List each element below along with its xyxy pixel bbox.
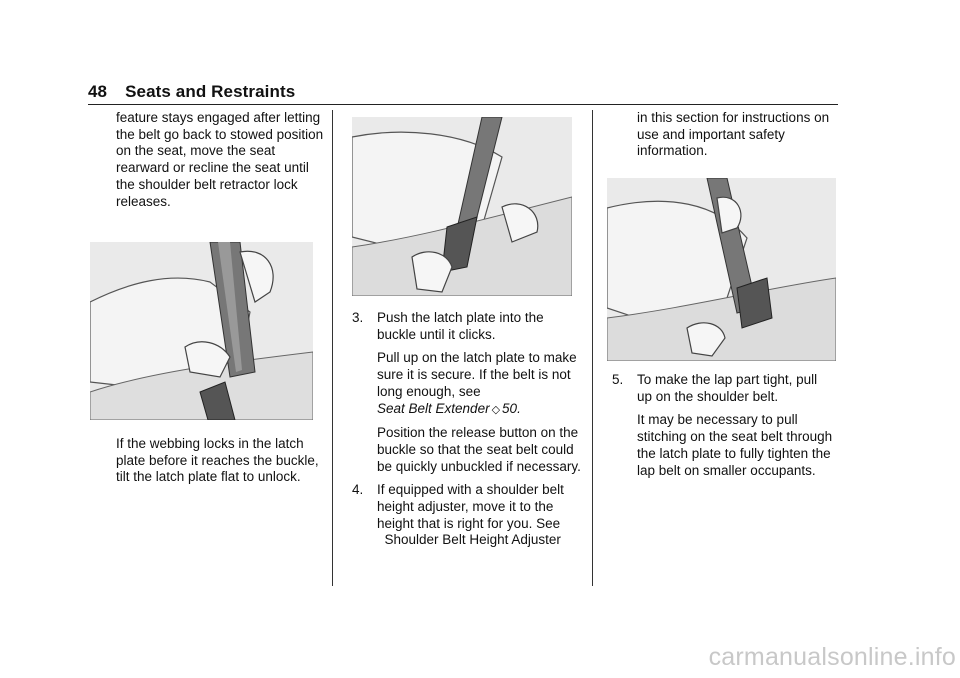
column-divider-2 [592,110,593,586]
step-3: 3. Push the latch plate into the buckle until it clicks. [352,310,544,342]
col3-para-cont: in this section for instructions on use and important safety information. [637,110,830,159]
ref-seat-belt-extender[interactable]: Seat Belt Extender [377,400,490,416]
col3-text [612,372,834,486]
illustration-latch-buckle [352,117,572,296]
illustration-lap-tighten [607,178,836,361]
col1-para-unlock: If the webbing locks in the latch plate before it reaches the buckle, tilt the latch plate flat to unlock. [116,436,319,485]
para-pull-up: Pull up on the latch plate to make sure it is secure. If the belt is not long enough, see Seat Belt Extender ◇ 50. [377,350,577,416]
ref-shoulder-belt-height-adjuster[interactable]: Shoulder Belt Height Adjuster [384,532,561,548]
section-title: Seats and Restraints [125,82,296,101]
step-4: 4. If equipped with a shoulder belt height adjuster, move it to the height that is right for you. See Shoulder Belt Height Adjuster [352,482,564,548]
page-number: 48 [88,82,108,101]
header-rule [88,104,838,105]
watermark: carmanualsonline.info [708,643,956,671]
para-release-button: Position the release button on the buckle so that the seat belt could be quickly unbuckled if necessary. [377,425,581,474]
page-ref-icon: ◇ [491,403,501,416]
illustration-belt-retractor [90,242,313,420]
page-header [88,82,295,102]
column-divider-1 [332,110,333,586]
step-5: 5. To make the lap part tight, pull up on the shoulder belt. [612,372,818,404]
para-stitching: It may be necessary to pull stitching on the seat belt through the latch plate to fully tighten the lap belt on smaller occupants. [637,412,833,478]
col2-text [352,310,584,549]
col1-para-top: feature stays engaged after letting the belt go back to stowed position on the seat, move the seat rearward or recline the seat until the shoulder belt retractor lock releases. [116,110,324,209]
